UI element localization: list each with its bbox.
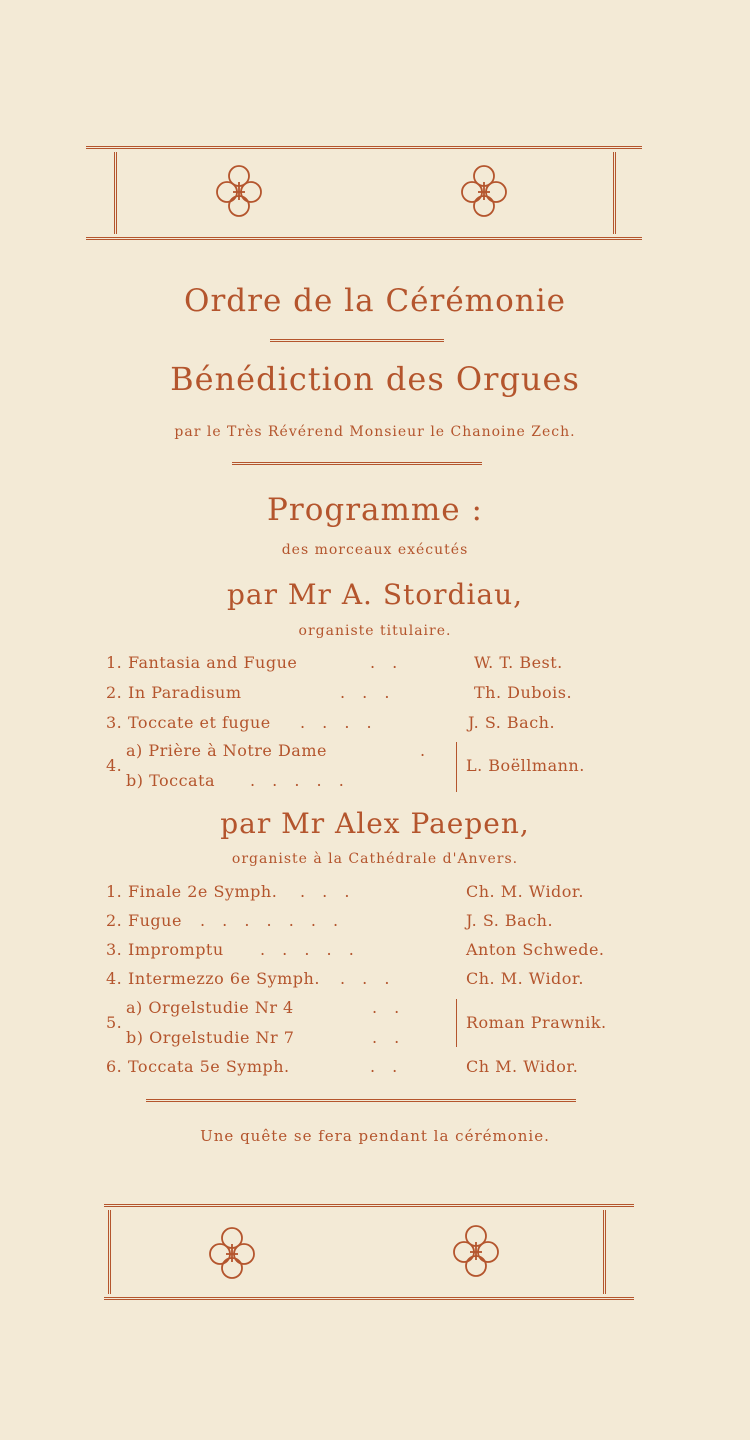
- bottom-frame: [108, 1210, 606, 1294]
- performer-role: organiste titulaire.: [298, 623, 452, 639]
- divider: [232, 462, 482, 465]
- piece-number: 4.: [106, 969, 123, 988]
- piece-number: 3.: [106, 940, 123, 959]
- piece-composer: Anton Schwede.: [466, 940, 605, 959]
- divider: [270, 339, 444, 342]
- piece-number: 4.: [106, 756, 123, 775]
- piece-composer: J. S. Bach.: [466, 911, 554, 930]
- leader-dots: . . . .: [300, 713, 378, 732]
- piece-number: 1.: [106, 653, 123, 672]
- leader-dots: . . .: [340, 683, 396, 702]
- leader-dots: . . .: [300, 882, 356, 901]
- divider: [146, 1099, 576, 1102]
- piece-number: 1.: [106, 882, 123, 901]
- top-frame-rule: [86, 146, 642, 149]
- leader-dots: . .: [370, 1057, 404, 1076]
- piece-title: Impromptu: [128, 940, 224, 959]
- clover-ornament-icon: [450, 1222, 502, 1280]
- programme-subheading: des morceaux exécutés: [281, 542, 469, 558]
- benediction-heading: Bénédiction des Orgues: [170, 360, 580, 398]
- piece-title: Toccate et fugue: [128, 713, 271, 732]
- piece-title: Intermezzo 6e Symph.: [128, 969, 320, 988]
- brace: [456, 999, 463, 1047]
- piece-composer: Ch. M. Widor.: [466, 969, 584, 988]
- piece-title: Finale 2e Symph.: [128, 882, 278, 901]
- clover-ornament-icon: [213, 162, 265, 220]
- leader-dots: . .: [372, 1028, 406, 1047]
- piece-title: Fugue: [128, 911, 182, 930]
- piece-number: 3.: [106, 713, 123, 732]
- piece-composer: J. S. Bach.: [468, 713, 556, 732]
- leader-dots: . .: [370, 653, 404, 672]
- top-frame-rule: [86, 237, 642, 240]
- performer-role: organiste à la Cathédrale d'Anvers.: [231, 851, 519, 867]
- piece-composer: Th. Dubois.: [474, 683, 573, 702]
- performer-name: par Mr Alex Paepen,: [220, 807, 530, 840]
- leader-dots: .: [420, 741, 432, 760]
- piece-number: 2.: [106, 911, 123, 930]
- piece-number: 2.: [106, 683, 123, 702]
- leader-dots: . . . . .: [250, 771, 350, 790]
- clover-ornament-icon: [458, 162, 510, 220]
- bottom-frame-rule: [104, 1297, 634, 1300]
- piece-composer: Roman Prawnik.: [466, 1013, 607, 1032]
- piece-title: a) Orgelstudie Nr 4: [126, 998, 294, 1017]
- leader-dots: . .: [372, 998, 406, 1017]
- brace: [456, 742, 463, 792]
- benediction-officiant: par le Très Révérend Monsieur le Chanoine Zech.: [174, 424, 576, 440]
- piece-composer: Ch. M. Widor.: [466, 882, 584, 901]
- piece-number: 5.: [106, 1013, 123, 1032]
- piece-title: a) Prière à Notre Dame: [126, 741, 327, 760]
- leader-dots: . . .: [340, 969, 396, 988]
- clover-ornament-icon: [206, 1224, 258, 1282]
- performer-name: par Mr A. Stordiau,: [226, 578, 524, 611]
- leader-dots: . . . . .: [260, 940, 360, 959]
- piece-composer: Ch M. Widor.: [466, 1057, 579, 1076]
- piece-title: In Paradisum: [128, 683, 242, 702]
- top-frame: [114, 152, 616, 234]
- piece-title: Toccata 5e Symph.: [128, 1057, 290, 1076]
- piece-composer: L. Boëllmann.: [466, 756, 585, 775]
- piece-composer: W. T. Best.: [474, 653, 563, 672]
- ceremony-title: Ordre de la Cérémonie: [184, 283, 566, 319]
- piece-number: 6.: [106, 1057, 123, 1076]
- piece-title: b) Orgelstudie Nr 7: [126, 1028, 295, 1047]
- leader-dots: . . . . . . .: [200, 911, 345, 930]
- piece-title: b) Toccata: [126, 771, 216, 790]
- collection-note: Une quête se fera pendant la cérémonie.: [200, 1127, 550, 1145]
- programme-heading: Programme :: [267, 492, 483, 528]
- piece-title: Fantasia and Fugue: [128, 653, 298, 672]
- bottom-frame-rule: [104, 1204, 634, 1207]
